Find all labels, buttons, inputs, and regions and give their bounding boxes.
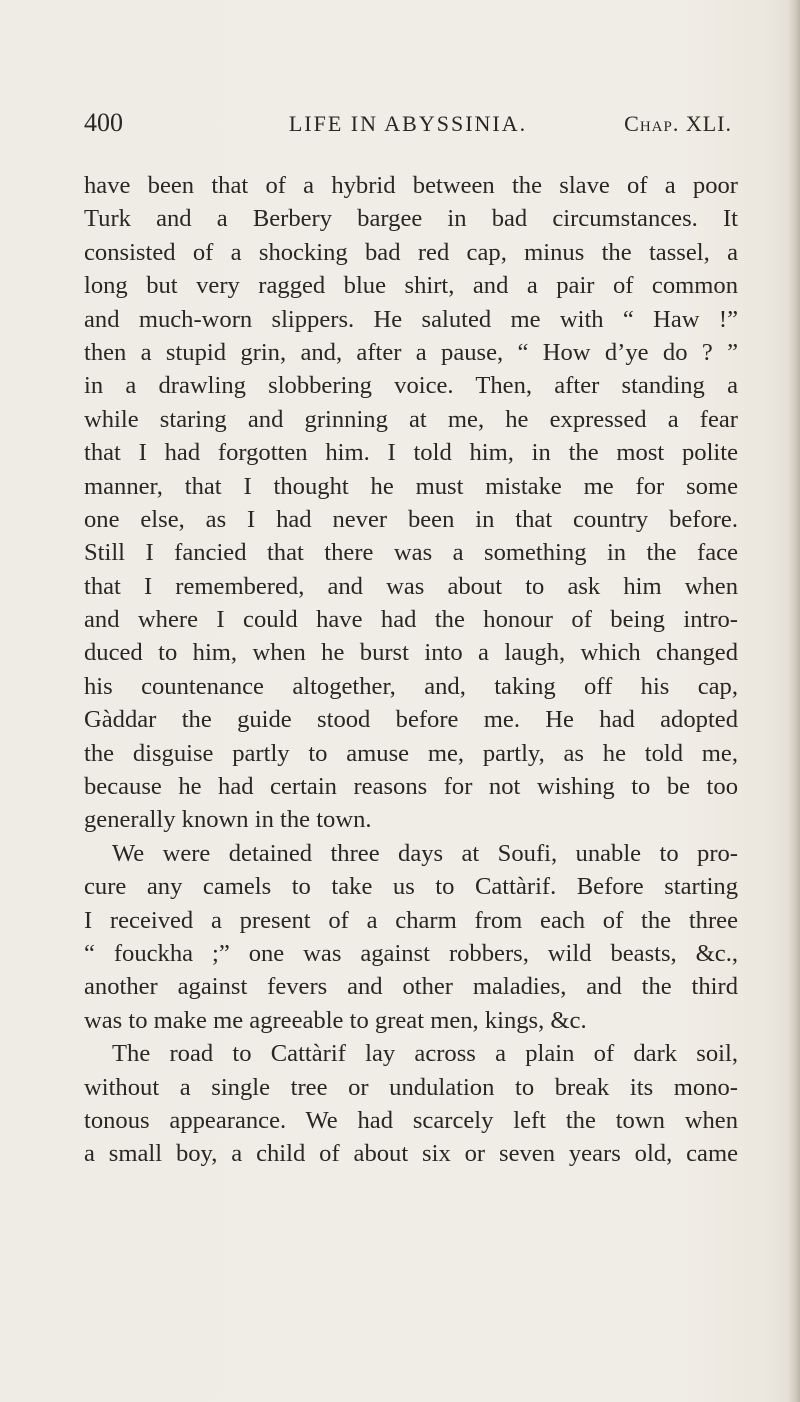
text-line: and where I could have had the honour of being intro- [84,606,738,634]
text-line-paragraph-end: was to make me agreeable to great men, kings, &c. [84,1006,587,1034]
text-line: I received a present of a charm from each of the three [84,906,738,934]
text-line: because he had certain reasons for not wishing to be too [84,773,738,801]
text-line: that I had forgotten him. I told him, in the most polite [84,439,738,467]
text-line: his countenance altogether, and, taking off his cap, [84,672,738,700]
running-title: LIFE IN ABYSSINIA. [288,111,528,136]
text-line: manner, that I thought he must mistake me for some [84,472,738,500]
chapter-label: Chap. XLI. [624,111,732,136]
running-head [84,108,732,142]
text-line: one else, as I had never been in that country before. [84,505,738,533]
text-line: Gàddar the guide stood before me. He had adopted [84,706,738,734]
text-line: tonous appearance. We had scarcely left the town when [84,1106,738,1134]
text-line: have been that of a hybrid between the slave of a poor [84,172,738,199]
text-line: Still I fancied that there was a something in the face [84,539,738,567]
text-line: “ fouckha ;” one was against robbers, wild beasts, &c., [84,939,738,967]
text-line: then a stupid grin, and, after a pause, “ How d’ye do ? ” [84,338,738,366]
page-number: 400 [84,108,123,137]
text-line: another against fevers and other maladies, and the third [84,973,738,1001]
text-line: that I remembered, and was about to ask him when [84,572,738,600]
text-line: and much-worn slippers. He saluted me with “ Haw !” [84,305,738,333]
page-gutter-shadow [788,0,800,1402]
text-line: while staring and grinning at me, he expressed a fear [84,405,738,433]
text-line-paragraph-end: generally known in the town. [84,806,372,834]
text-line: Turk and a Berbery bargee in bad circumstances. It [84,205,738,233]
text-line: a small boy, a child of about six or seven years old, came [84,1140,738,1168]
text-line: consisted of a shocking bad red cap, minus the tassel, a [84,238,738,266]
text-line: in a drawling slobbering voice. Then, after standing a [84,372,738,400]
text-line: without a single tree or undulation to break its mono- [84,1073,738,1101]
text-line: duced to him, when he burst into a laugh, which changed [84,639,738,667]
text-line-paragraph-start: The road to Cattàrif lay across a plain of dark soil, [112,1040,738,1068]
body-text [84,169,738,1171]
text-line: the disguise partly to amuse me, partly, as he told me, [84,739,738,767]
text-line-paragraph-start: We were detained three days at Soufi, unable to pro- [112,839,738,867]
text-line: long but very ragged blue shirt, and a pair of common [84,272,738,300]
text-line: cure any camels to take us to Cattàrif. Before starting [84,873,738,901]
